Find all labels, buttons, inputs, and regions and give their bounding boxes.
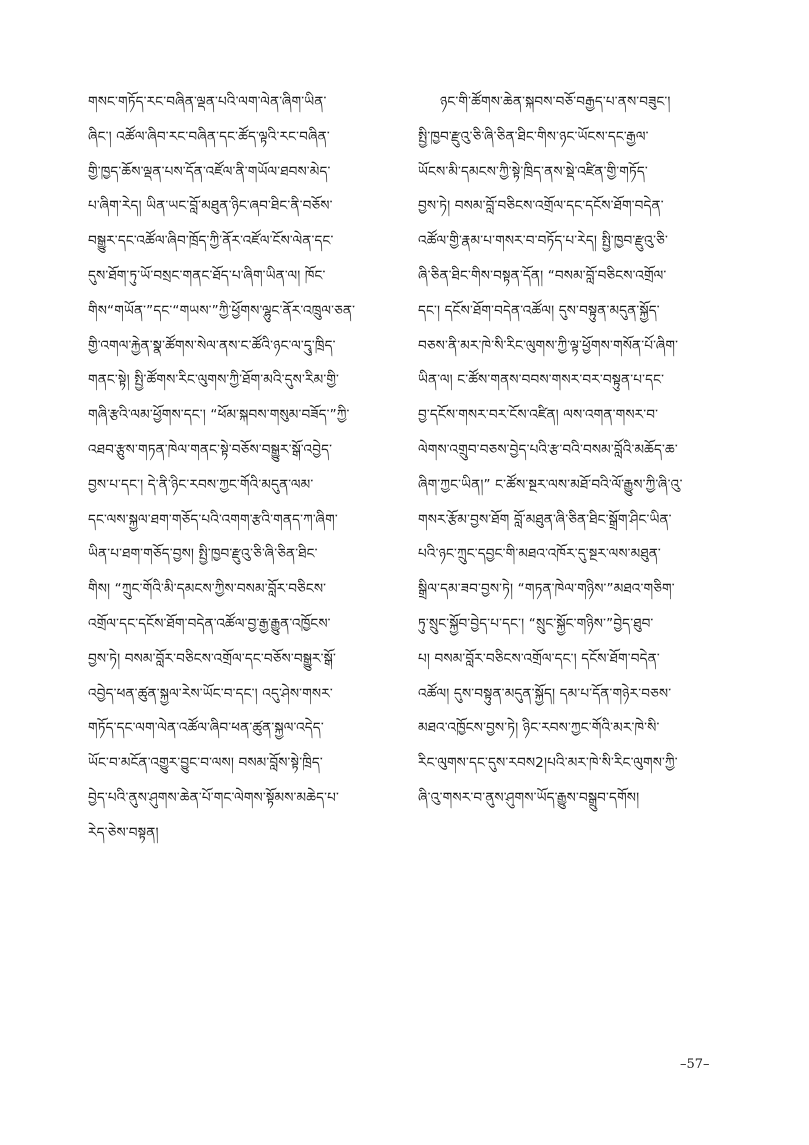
text-line: གཏོད་དང་ལག་ལེན་འཚོལ་ཞིབ་ཕན་ཚུན་སྐྱལ་འདེད་ bbox=[88, 720, 324, 737]
text-line: འཚོལ་གྱི་རྣམ་པ་གསར་བ་བཏོད་པ་རེད། སྤྱི་ཁྱབ་རྫུའུ་ཅི་ bbox=[418, 233, 668, 250]
text-line: གཞི་རྩའི་ལམ་ཕྱོགས་དང་། “ཕོམ་སྐབས་གསུམ་བཟོད་”ཀྱི་ bbox=[88, 407, 350, 424]
text-line: ཡོང་བ་མངོན་འགྱུར་བྱུང་བ་ལས། བསམ་བློས་སྟེ་ཁྲིད་ bbox=[88, 755, 323, 772]
text-line: ཞིང་། འཚོལ་ཞིབ་རང་བཞིན་དང་ཚོད་ལྟའི་རང་བཞིན་ bbox=[88, 128, 330, 145]
text-line: གིས། “ཀྲུང་གོའི་མི་དམངས་ཀྱིས་བསམ་བློར་བཅིངས་ bbox=[88, 581, 327, 598]
paragraph-first-line: ཉང་གི་ཚོགས་ཆེན་སྐབས་བཅོ་བརྒྱད་པ་ནས་བཟུང་། bbox=[440, 94, 671, 110]
text-line: ཞིག་ཀྱང་ཡིན།” ང་ཚོས་སྔར་ལས་མཐོ་བའི་ལོ་རྒྱུས་ཀྱི་ཞི་འུ་ bbox=[418, 476, 683, 493]
text-line: སྒྲིལ་དམ་ཟབ་བྱས་ཏེ། “གཏན་ཁེལ་གཉིས་”མཐའ་གཅིག་ bbox=[418, 581, 675, 598]
right-text-column bbox=[418, 85, 722, 816]
text-line: གིས“གཡོན་”དང་“གཡས་”ཀྱི་ཕྱོགས་ལྷུང་ནོར་འཁྲུལ་ཅན་ bbox=[88, 302, 356, 319]
text-line: ལེགས་འགྲུབ་བཅས་བྱེད་པའི་རྩ་བའི་བསམ་བློའི་མཆོད་ཆ་ bbox=[418, 441, 678, 458]
text-line: རེད་ཅེས་བསྟན། bbox=[88, 824, 159, 841]
text-line: དུས་ཐོག་ཏུ་ཡོ་བསྲང་གནང་ཐོད་པ་ཞིག་ཡིན་ལ། ཁོང་ bbox=[88, 267, 326, 284]
text-line: པ་ཞིག་རེད། ཡིན་ཡང་བློ་མཐུན་ཉིང་ཞབ་ཐིང་ནི་བཅོས་ bbox=[88, 198, 333, 215]
text-line: ཏུ་སྲུང་སྐྱོབ་བྱེད་པ་དང་། “སྲུང་སྐྱོང་གཉིས་”བྱེད་ཐུབ་ bbox=[418, 615, 654, 632]
text-line: གསང་གཏོད་རང་བཞིན་ལྡན་པའི་ལག་ལེན་ཞིག་ཡིན་ bbox=[88, 94, 327, 110]
text-line: དང་། དངོས་ཐོག་བདེན་འཚོལ། དུས་བསྟུན་མདུན་སྐྱོད་ bbox=[418, 302, 660, 319]
text-line: ཞི་ཅིན་ཐིང་གིས་བསྟན་དོན། “བསམ་བློ་བཅིངས་འགྲོལ་ bbox=[418, 267, 667, 284]
text-line: མཐའ་འཁྱོངས་བྱས་ཏེ། ཉིང་རབས་ཀྱང་གོའི་མར་ཁེ་སི་ bbox=[418, 720, 660, 737]
left-text-column bbox=[88, 85, 392, 851]
text-line: པ། བསམ་བློར་བཅིངས་འགྲོལ་དང་། དངོས་ཐོག་བདེན་ bbox=[418, 650, 660, 667]
text-line: བྱ་དངོས་གསར་བར་ངོས་འཛིན། ལས་འགན་གསར་བ་ bbox=[418, 407, 659, 424]
text-line: པའི་ཉང་ཀྲུང་དབྱང་གི་མཐའ་འཁོར་དུ་སྔར་ལས་མཐུན་ bbox=[418, 546, 661, 563]
text-line: བྱེད་པའི་ནུས་ཤུགས་ཆེན་པོ་གང་ལེགས་སྟོམས་མཆེད་པ་ bbox=[88, 789, 339, 806]
text-line: རིང་ལུགས་དང་དུས་རབས2།པའི་མར་ཁེ་སི་རིང་ལུགས་ཀྱི་ bbox=[418, 755, 678, 772]
text-line: ཡོངས་མི་དམངས་ཀྱི་སྟེ་ཁྲིད་ནས་སྡེ་འཛིན་གྱི་གཏོད་ bbox=[418, 163, 648, 180]
text-line: བྱས་པ་དང་། དེ་ནི་ཉིང་རབས་ཀྱང་གོའི་མདུན་ལམ་ bbox=[88, 476, 314, 493]
text-line: འགྲོལ་དང་དངོས་ཐོག་བདེན་འཚོལ་བྱ་རྒྱ་རྒྱུན་འཁྱོངས་ bbox=[88, 615, 331, 632]
text-line: བསྒྱུར་དང་འཚོལ་ཞིབ་ཁྲོད་ཀྱི་ནོར་འཛོལ་ངོས་ལེན་དང་ bbox=[88, 233, 334, 250]
text-line: ཞི་འུ་གསར་བ་ནུས་ཤུགས་ཡོད་རྒྱུས་བསྒྲུབ་དགོས། bbox=[418, 789, 640, 806]
text-line: དང་ལས་སྐྱལ་ཐག་གཅོད་པའི་འགག་རྩའི་གནད་ཀ་ཞིག་ bbox=[88, 511, 338, 528]
text-line: འཚོལ། དུས་བསྟུན་མདུན་སྐྱོད། དམ་པ་དོན་གཉེར་བཅས་ bbox=[418, 685, 672, 702]
text-line: ཡིན་པ་ཐག་གཅོད་བྱས། སྤྱི་ཁྱབ་རྫུའུ་ཅི་ཞི་ཅིན་ཐིང་ bbox=[88, 546, 318, 563]
page-number: –57– bbox=[680, 1057, 710, 1072]
text-line: བྱས་ཏེ། བསམ་བློར་བཅིངས་འགྲོལ་དང་བཅོས་བསྒྱུར་སྒོ་ bbox=[88, 650, 336, 667]
text-line: གྱི་འགལ་རྐྱེན་སྣ་ཚོགས་སེལ་ནས་ང་ཚོའི་ཉང་ལ་དྭུ་ཁྲིད་ bbox=[88, 337, 336, 354]
text-line: སྤྱི་ཁྱབ་རྫུའུ་ཅི་ཞི་ཅིན་ཐིང་གིས་ཉང་ཡོངས་དང་རྒྱལ་ bbox=[418, 128, 649, 145]
text-line: གནང་སྟེ། སྤྱི་ཚོགས་རིང་ལུགས་ཀྱི་ཐོག་མའི་དུས་རིམ་གྱི་ bbox=[88, 372, 340, 389]
text-line: བྱས་ཏེ། བསམ་བློ་བཅིངས་འགྲོལ་དང་དངོས་ཐོག་བདེན་ bbox=[418, 198, 664, 215]
text-line: གྱི་ཁྱད་ཆོས་ལྡན་པས་དོན་འཛོལ་ནི་གཡོལ་ཐབས་མེད་ bbox=[88, 163, 331, 180]
text-line: གསར་རྩོམ་བྱས་ཐོག བློ་མཐུན་ཞི་ཅིན་ཐིང་སྒྲོག་ཤིང་ཡིན་ bbox=[418, 511, 672, 528]
text-line: བཅས་ནི་མར་ཁེ་སི་རིང་ལུགས་ཀྱི་ལྟ་ཕྱོགས་གསོན་པོ་ཞིག་ bbox=[418, 337, 679, 354]
text-line: འབྱེད་ཕན་ཚུན་སྐྱལ་རེས་ཡོང་བ་དང་། འདུ་ཤེས་གསར་ bbox=[88, 685, 333, 702]
text-line: འཐབ་རྩུས་གཏན་ཁེལ་གནང་སྟེ་བཅོས་བསྒྱུར་སྒོ་འབྱེད་ bbox=[88, 441, 333, 458]
text-line: ཡིན་ལ། ང་ཚོས་གནས་བབས་གསར་བར་བསྟུན་པ་དང་ bbox=[418, 372, 665, 389]
